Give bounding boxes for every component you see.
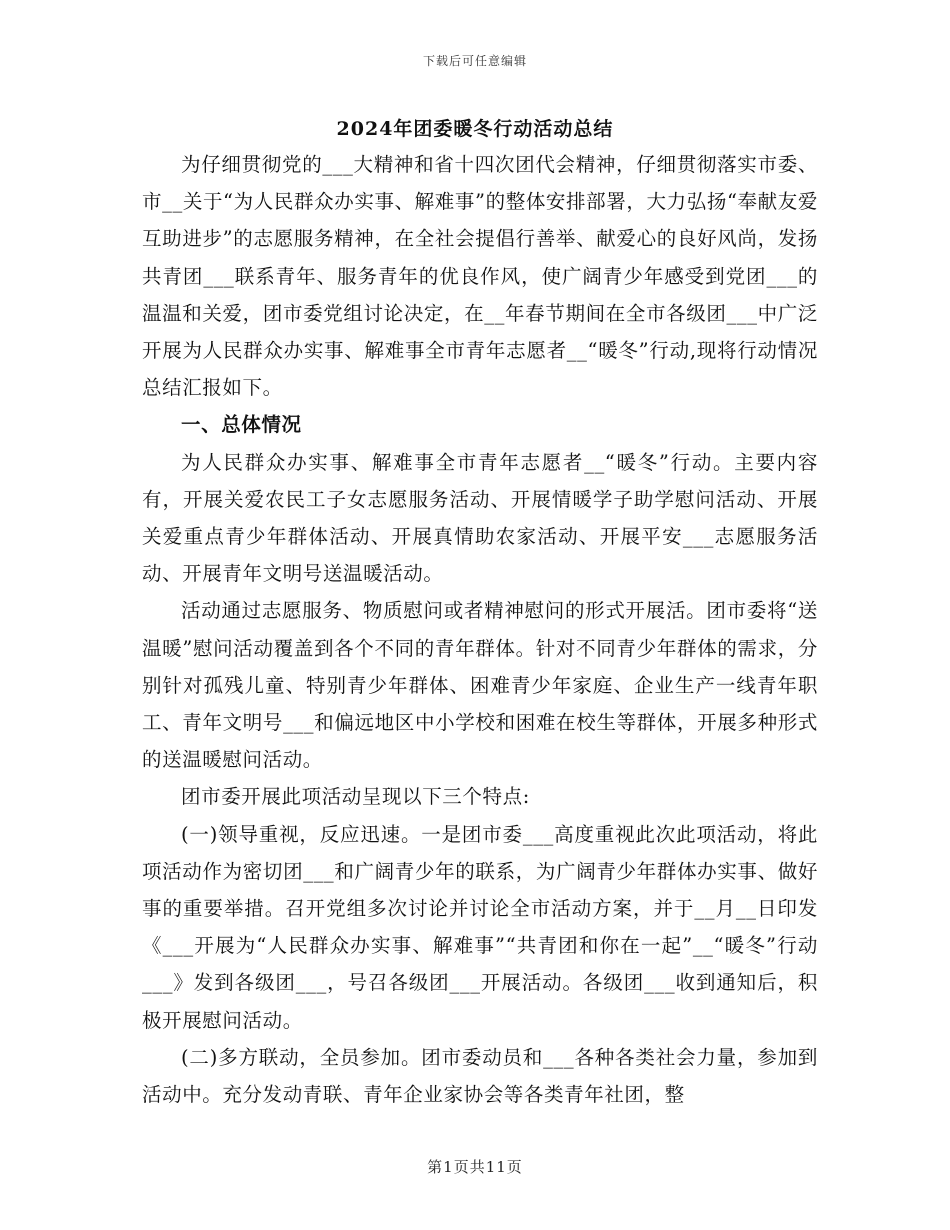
- body-paragraph: 活动通过志愿服务、物质慰问或者精神慰问的形式开展活。团市委将“送温暖”慰问活动覆盖到各个不同的青年群体。针对不同青少年群体的需求，分别针对孤残儿童、特别青少年群体、困难青少年家庭、企业生产一线青年职工、青年文明号___和偏远地区中小学校和困难在校生等群体，开展多种形式的送温暖慰问活动。: [142, 599, 818, 772]
- body-paragraph: (二)多方联动，全员参加。团市委动员和___各种各类社会力量，参加到活动中。充分发动青联、青年企业家协会等各类青年社团，整: [142, 1045, 818, 1107]
- intro-paragraph: 为仔细贯彻党的___大精神和省十四次团代会精神，仔细贯彻落实市委、市__关于“为人民群众办实事、解难事”的整体安排部署，大力弘扬“奉献友爱互助进步”的志愿服务精神，在全社会提倡行善举、献爱心的良好风尚，发扬共青团___联系青年、服务青年的优良作风，使广阔青少年感受到党团___的温温和关爱，团市委党组讨论决定，在__年春节期间在全市各级团___中广泛开展为人民群众办实事、解难事全市青年志愿者__“暖冬”行动,现将行动情况总结汇报如下。: [142, 153, 818, 400]
- page-header-note: 下载后可任意编辑: [422, 54, 527, 68]
- page-number-footer: 第1页共11页: [427, 1158, 523, 1176]
- section-heading-overview: 一、总体情况: [181, 413, 302, 437]
- body-paragraph: (一)领导重视，反应迅速。一是团市委___高度重视此次此项活动，将此项活动作为密切团___和广阔青少年的联系，为广阔青少年群体办实事、做好事的重要举措。召开党组多次讨论并讨论全市活动方案，并于__月__日印发《___开展为“人民群众办实事、解难事”“共青团和你在一起”__“暖冬”行动___》发到各级团___，号召各级团___开展活动。各级团___收到通知后，积极开展慰问活动。: [142, 822, 818, 1032]
- document-title: 2024年团委暖冬行动活动总结: [336, 118, 614, 140]
- body-paragraph: 为人民群众办实事、解难事全市青年志愿者__“暖冬”行动。主要内容有，开展关爱农民工子女志愿服务活动、开展情暖学子助学慰问活动、开展关爱重点青少年群体活动、开展真情助农家活动、开展平安___志愿服务活动、开展青年文明号送温暖活动。: [142, 450, 818, 586]
- document-body: [142, 146, 818, 1113]
- body-paragraph: 团市委开展此项活动呈现以下三个特点:: [181, 785, 530, 809]
